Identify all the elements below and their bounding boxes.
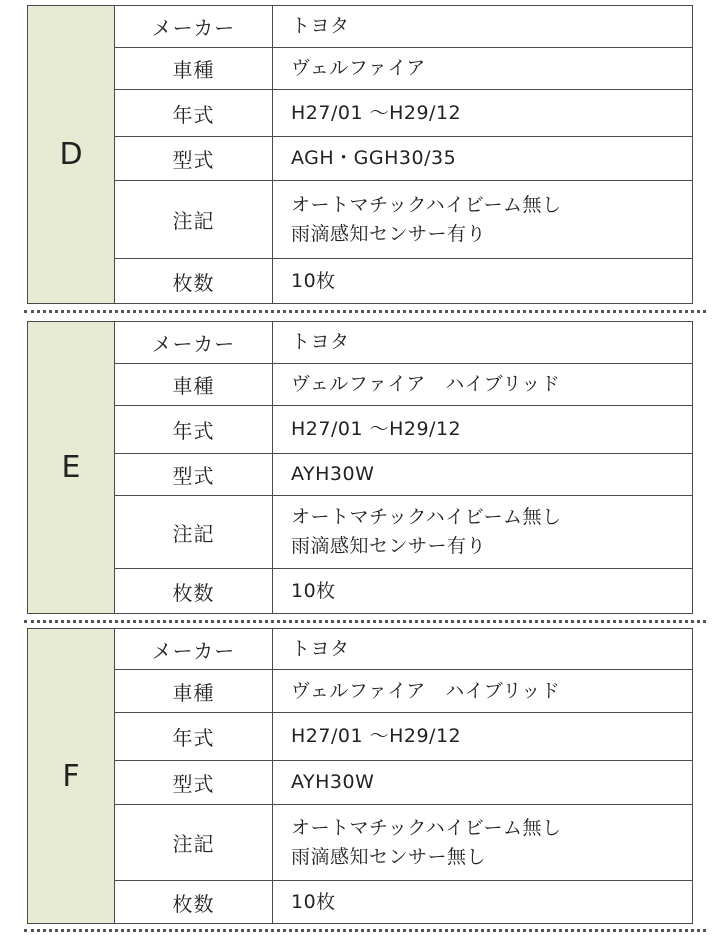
- row-label-maker: メーカー: [115, 322, 273, 363]
- table-row: [115, 629, 692, 670]
- table-row: [115, 454, 692, 496]
- row-value-year: [273, 713, 692, 760]
- table-row: [115, 761, 692, 805]
- row-value-model: [273, 364, 692, 405]
- row-label-model: 車種: [115, 670, 273, 712]
- row-value-count: [273, 259, 692, 303]
- table-row: [115, 6, 692, 48]
- table-row: [115, 364, 692, 406]
- block-letter: F: [28, 629, 115, 923]
- row-label-year: 年式: [115, 406, 273, 453]
- row-value-model: [273, 48, 692, 89]
- value-line: 雨滴感知センサー無し: [291, 845, 487, 868]
- row-label-note: 注記: [115, 805, 273, 880]
- value-line: H27/01 ～H29/12: [291, 101, 462, 124]
- value-line: トヨタ: [291, 331, 350, 353]
- row-value-year: [273, 90, 692, 136]
- spec-rows: [115, 629, 692, 923]
- table-row: [115, 406, 692, 454]
- row-label-model: 車種: [115, 364, 273, 405]
- value-line: H27/01 ～H29/12: [291, 725, 462, 747]
- value-line: AGH・GGH30/35: [291, 147, 457, 169]
- block-letter: E: [28, 322, 115, 613]
- row-label-model: 車種: [115, 48, 273, 89]
- value-line: ヴェルファイア ハイブリッド: [291, 679, 561, 702]
- row-value-type: [273, 761, 692, 804]
- row-value-note: [273, 181, 692, 258]
- table-row: [115, 90, 692, 137]
- value-line: オートマチックハイビーム無し: [291, 816, 562, 839]
- spec-rows: [115, 6, 692, 303]
- dotted-divider: [24, 929, 706, 932]
- row-label-year: 年式: [115, 90, 273, 136]
- table-row: [115, 496, 692, 569]
- row-label-note: 注記: [115, 496, 273, 568]
- value-line: ヴェルファイア ハイブリッド: [291, 373, 561, 395]
- spec-rows: [115, 322, 692, 613]
- value-line: 10枚: [291, 890, 336, 913]
- spec-table-d: [27, 5, 693, 304]
- row-label-count: 枚数: [115, 569, 273, 613]
- row-label-note: 注記: [115, 181, 273, 258]
- value-line: AYH30W: [291, 771, 375, 793]
- table-row: [115, 881, 692, 923]
- row-value-maker: [273, 322, 692, 363]
- spec-table-e: [27, 321, 693, 614]
- row-value-year: [273, 406, 692, 453]
- table-row: [115, 322, 692, 364]
- dotted-divider: [24, 310, 706, 313]
- table-row: [115, 670, 692, 713]
- row-value-type: [273, 137, 692, 180]
- table-row: [115, 259, 692, 303]
- row-value-count: [273, 881, 692, 923]
- value-line: ヴェルファイア: [291, 57, 426, 79]
- row-label-year: 年式: [115, 713, 273, 760]
- value-line: オートマチックハイビーム無し: [291, 193, 562, 216]
- table-row: [115, 805, 692, 881]
- table-row: [115, 569, 692, 613]
- value-line: AYH30W: [291, 463, 375, 485]
- row-label-type: 型式: [115, 761, 273, 804]
- table-row: [115, 181, 692, 259]
- value-line: トヨタ: [291, 15, 350, 37]
- value-line: 雨滴感知センサー有り: [291, 222, 487, 245]
- value-line: H27/01 ～H29/12: [291, 418, 462, 440]
- spec-table-f: [27, 628, 693, 924]
- row-value-maker: [273, 6, 692, 47]
- row-label-maker: メーカー: [115, 629, 273, 669]
- row-label-type: 型式: [115, 454, 273, 495]
- row-value-note: [273, 496, 692, 568]
- row-value-type: [273, 454, 692, 495]
- row-value-count: [273, 569, 692, 613]
- row-value-maker: [273, 629, 692, 669]
- row-label-type: 型式: [115, 137, 273, 180]
- row-value-note: [273, 805, 692, 880]
- table-row: [115, 713, 692, 761]
- value-line: 雨滴感知センサー有り: [291, 535, 487, 557]
- dotted-divider: [24, 620, 706, 623]
- value-line: オートマチックハイビーム無し: [291, 506, 562, 528]
- row-label-count: 枚数: [115, 881, 273, 923]
- row-label-maker: メーカー: [115, 6, 273, 47]
- row-label-count: 枚数: [115, 259, 273, 303]
- row-value-model: [273, 670, 692, 712]
- value-line: トヨタ: [291, 637, 350, 660]
- value-line: 10枚: [291, 269, 336, 292]
- value-line: 10枚: [291, 579, 336, 602]
- table-row: [115, 48, 692, 90]
- block-letter: D: [28, 6, 115, 303]
- table-row: [115, 137, 692, 181]
